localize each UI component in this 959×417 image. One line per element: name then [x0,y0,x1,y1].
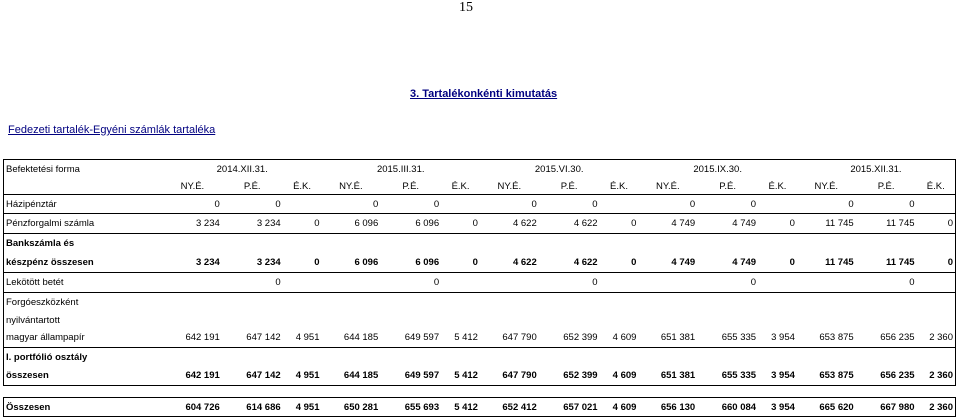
value-cell: 4 951 [283,398,322,417]
value-cell: 4 609 [612,332,637,343]
value-cell: 4 622 [539,214,600,234]
subheader-cell: NY.É. [814,180,839,192]
value-cell: 2 360 [917,398,956,417]
table-row [4,195,956,214]
value-cell: 11 745 [797,214,856,234]
value-cell: 660 084 [697,398,758,417]
spacer-row [4,386,956,398]
subheader-cell: P.É. [877,180,895,192]
row-label: nyilvántartott [4,312,164,328]
row-label: magyar állampapír [4,328,164,348]
value-cell [283,195,322,214]
row-label: Pénzforgalmi számla [4,214,164,234]
row-label: Bankszámla és [4,234,164,254]
value-cell: 0 [856,273,917,293]
table-row [4,214,956,234]
subheader-cell: É.K. [917,178,956,195]
value-cell: 655 335 [721,332,757,343]
row-label: Házipénztár [4,195,164,214]
value-cell [283,273,322,293]
value-cell: 0 [163,195,222,214]
value-cell: 651 381 [660,370,696,381]
reserve-table [3,159,956,417]
value-cell: 644 185 [343,370,379,381]
value-cell [917,273,956,293]
subheader-cell: P.É. [560,180,578,192]
value-cell: 650 281 [321,398,380,417]
value-cell: 655 335 [721,370,757,381]
value-cell: 0 [697,195,758,214]
subheader-cell: P.É. [402,180,420,192]
value-cell [600,195,639,214]
subheader-cell: P.É. [719,180,736,192]
value-cell: 644 185 [343,332,379,343]
value-cell: 4 622 [480,214,539,234]
value-cell: 6 096 [354,257,379,268]
value-cell: 649 597 [404,332,440,343]
value-cell: 5 412 [441,398,480,417]
value-cell: 647 790 [502,332,537,343]
value-cell: 3 234 [222,214,283,234]
value-cell: 656 235 [880,370,915,381]
value-cell: 11 745 [825,257,854,268]
value-cell: 4 749 [671,257,696,268]
table-row-label-only [4,312,956,328]
section-title: 3. Tartalékonkénti kimutatás [410,88,558,100]
subheader-cell: P.É. [243,180,261,192]
value-cell: 3 234 [163,214,222,234]
row-label: készpénz összesen [4,253,164,273]
value-cell: 3 954 [771,332,795,343]
value-cell: 0 [797,195,856,214]
value-cell [480,273,539,293]
value-cell: 647 142 [246,332,281,343]
value-cell: 0 [917,214,956,234]
value-cell: 652 399 [563,332,598,343]
subheader-cell: NY.É. [497,180,522,192]
value-cell: 5 412 [454,332,478,343]
corner-label: Befektetési forma [4,160,164,179]
value-cell: 0 [856,195,917,214]
value-cell: 11 745 [856,214,917,234]
value-cell: 2 360 [917,366,956,386]
value-cell: 6 096 [380,214,441,234]
value-cell: 604 726 [163,398,222,417]
value-cell: 3 234 [196,257,220,268]
date-header: 2015.XII.31. [797,160,956,179]
value-cell: 0 [222,195,283,214]
date-header: 2015.VI.30. [480,160,638,179]
value-cell: 0 [441,214,480,234]
value-cell: 4 749 [638,214,697,234]
subheader-cell: É.K. [768,180,787,192]
value-cell: 0 [222,273,283,293]
value-cell: 5 412 [454,370,478,381]
value-cell: 4 951 [295,332,320,343]
value-cell: 647 142 [246,370,281,381]
date-header: 2015.III.31. [321,160,479,179]
value-cell: 0 [380,195,441,214]
table-row-label-only [4,293,956,313]
value-cell: 4 609 [612,370,637,381]
value-cell [441,273,480,293]
value-cell: 653 875 [819,332,854,343]
value-cell [441,195,480,214]
value-cell: 0 [539,195,600,214]
value-cell: 4 749 [732,257,757,268]
value-cell [600,273,639,293]
value-cell: 657 021 [539,398,600,417]
value-cell: 642 191 [185,332,220,343]
value-cell: 0 [917,253,956,273]
value-cell: 0 [539,273,600,293]
value-cell: 0 [321,195,380,214]
table-row [4,253,956,273]
table-subtitle: Fedezeti tartalék-Egyéni számlák tartaléka [8,124,216,136]
value-cell: 4 622 [512,257,537,268]
subheader-cell: NY.É. [656,180,680,192]
header-sub-row [4,178,956,195]
subheader-cell: É.K. [610,180,628,192]
value-cell: 0 [638,195,697,214]
value-cell: 11 745 [885,257,915,268]
value-cell: 0 [314,257,320,268]
value-cell: 649 597 [404,370,440,381]
value-cell: 6 096 [321,214,380,234]
value-cell: 0 [380,273,441,293]
table-row [4,273,956,293]
value-cell [797,273,856,293]
value-cell: 656 130 [638,398,697,417]
value-cell: 4 951 [295,370,320,381]
date-header: 2014.XII.31. [163,160,321,179]
value-cell: 665 620 [797,398,856,417]
row-label: összesen [4,366,164,386]
row-label: I. portfólió osztály [4,348,164,367]
table-row [4,366,956,386]
subheader-cell: NY.É. [180,180,205,192]
table-row-label-only [4,348,956,367]
table-row [4,398,956,417]
value-cell: 3 954 [758,398,797,417]
value-cell [917,195,956,214]
value-cell: 614 686 [222,398,283,417]
value-cell: 0 [789,257,795,268]
value-cell: 652 412 [480,398,539,417]
table-row [4,328,956,348]
value-cell: 0 [631,257,637,268]
value-cell: 0 [600,214,639,234]
row-label: Lekötött betét [4,273,164,293]
value-cell: 3 234 [256,257,281,268]
value-cell: 6 096 [415,257,440,268]
row-label: Összesen [4,398,164,417]
date-header: 2015.IX.30. [638,160,796,179]
value-cell: 0 [758,214,797,234]
value-cell: 653 875 [819,370,854,381]
value-cell [758,195,797,214]
header-dates-row [4,160,956,179]
value-cell: 3 954 [771,370,795,381]
value-cell: 655 693 [380,398,441,417]
subheader-cell: É.K. [451,180,470,192]
value-cell: 647 790 [502,370,537,381]
value-cell: 4 609 [600,398,639,417]
value-cell: 4 749 [697,214,758,234]
value-cell [638,273,697,293]
value-cell: 656 235 [880,332,915,343]
value-cell: 0 [480,195,539,214]
value-cell: 2 360 [917,328,956,348]
value-cell: 652 399 [563,370,598,381]
value-cell: 0 [283,214,322,234]
value-cell: 0 [472,257,478,268]
value-cell: 4 622 [573,257,598,268]
subheader-cell: É.K. [293,180,312,192]
page-number: 15 [459,0,473,15]
value-cell: 642 191 [185,370,220,381]
row-label: Forgóeszközként [4,293,164,313]
value-cell [758,273,797,293]
subheader-cell: NY.É. [339,180,363,192]
value-cell: 667 980 [856,398,917,417]
table-row-label-only [4,234,956,254]
value-cell [163,273,222,293]
value-cell: 0 [697,273,758,293]
value-cell [321,273,380,293]
value-cell: 651 381 [660,332,696,343]
